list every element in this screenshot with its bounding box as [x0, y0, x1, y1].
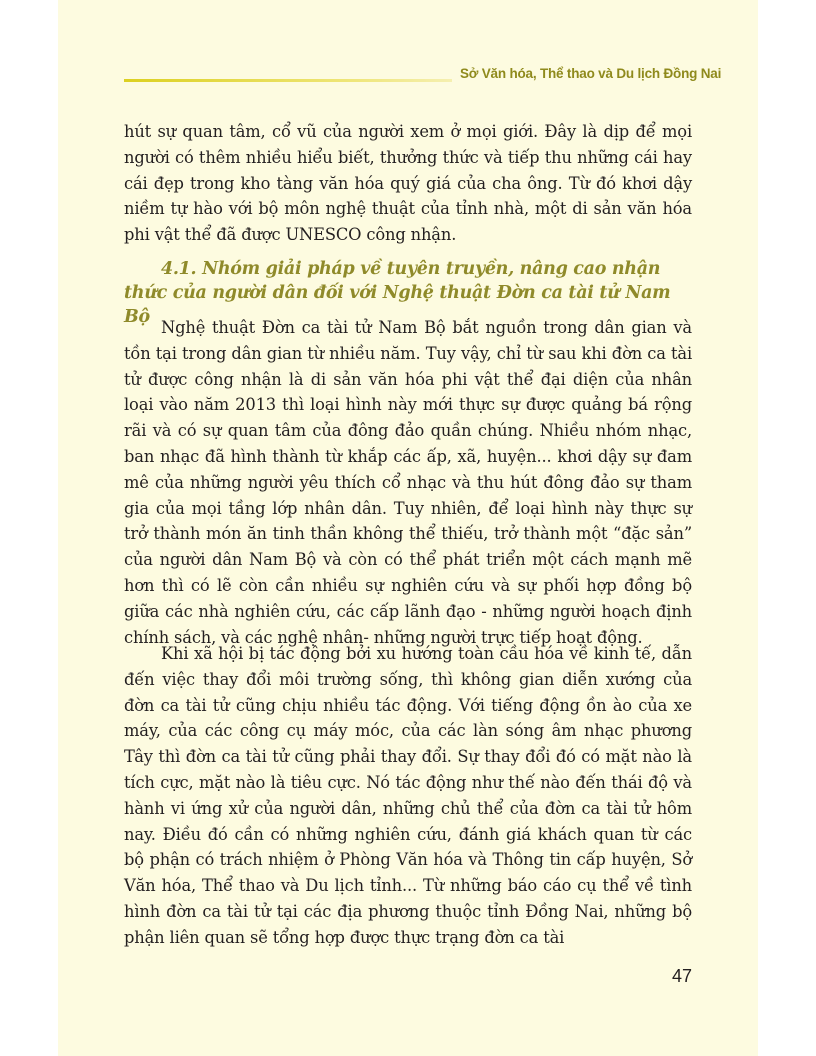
- running-header: Sở Văn hóa, Thể thao và Du lịch Đồng Nai: [460, 66, 722, 81]
- section-heading: 4.1. Nhóm giải pháp về tuyên truyền, nâng cao nhận thức của người dân đối với Nghệ thuật Đờn ca tài tử Nam Bộ: [124, 259, 671, 327]
- header-rule: [124, 79, 452, 82]
- paragraph-2: Khi xã hội bị tác động bởi xu hướng toàn cầu hóa về kinh tế, dẫn đến việc thay đổi môi trường sống, thì không gian diễn xướng của đờn ca tài tử cũng chịu nhiều tác động. Với tiếng động ồn ào của xe máy, của các công cụ máy móc, của các làn sóng âm nhạc phương Tây thì đờn ca tài tử cũng phải thay đổi. Sự thay đổi đó có mặt nào là tích cực, mặt nào là tiêu cực. Nó tác động như thế nào đến thái độ và hành vi ứng xử của người dân, những chủ thể của đờn ca tài tử hôm nay. Điều đó cần có những nghiên cứu, đánh giá khách quan từ các bộ phận có trách nhiệm ở Phòng Văn hóa và Thông tin cấp huyện, Sở Văn hóa, Thể thao và Du lịch tỉnh... Từ những báo cáo cụ thể về tình hình đờn ca tài tử tại các địa phương thuộc tỉnh Đồng Nai, những bộ phận liên quan sẽ tổng hợp được thực trạng đờn ca tài: [124, 644, 692, 947]
- paragraph-continued: hút sự quan tâm, cổ vũ của người xem ở mọi giới. Đây là dịp để mọi người có thêm nhiều hiểu biết, thưởng thức và tiếp thu những cái hay cái đẹp trong kho tàng văn hóa quý giá của cha ông. Từ đó khơi dậy niềm tự hào với bộ môn nghệ thuật của tỉnh nhà, một di sản văn hóa phi vật thể đã được UNESCO công nhận.: [124, 122, 692, 245]
- paragraph-1: Nghệ thuật Đờn ca tài tử Nam Bộ bắt nguồn trong dân gian và tồn tại trong dân gian từ nhiều năm. Tuy vậy, chỉ từ sau khi đờn ca tài tử được công nhận là di sản văn hóa phi vật thể đại diện của nhân loại vào năm 2013 thì loại hình này mới thực sự được quảng bá rộng rãi và có sự quan tâm của đông đảo quần chúng. Nhiều nhóm nhạc, ban nhạc đã hình thành từ khắp các ấp, xã, huyện... khơi dậy sự đam mê của những người yêu thích cổ nhạc và thu hút đông đảo sự tham gia của mọi tầng lớp nhân dân. Tuy nhiên, để loại hình này thực sự trở thành món ăn tinh thần không thể thiếu, trở thành một “đặc sản” của người dân Nam Bộ và còn có thể phát triển một cách mạnh mẽ hơn thì có lẽ còn cần nhiều sự nghiên cứu và sự phối hợp đồng bộ giữa các nhà nghiên cứu, các cấp lãnh đạo - những người hoạch định chính sách, và các nghệ nhân- những người trực tiếp hoạt động.: [124, 318, 692, 647]
- page-number: 47: [671, 966, 692, 986]
